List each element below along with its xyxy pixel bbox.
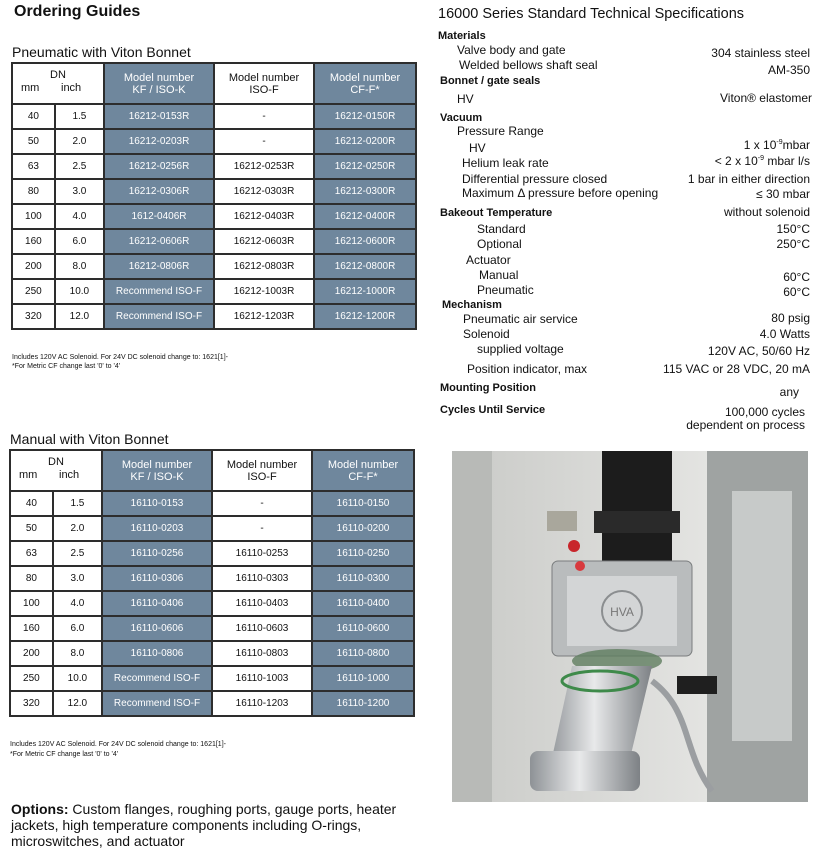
dn-mm-cell: 100 xyxy=(12,204,55,229)
spec-optional-value: 250°C xyxy=(776,237,810,251)
isof-model-cell: 16212-0303R xyxy=(214,179,314,204)
kf-model-cell: 16212-0153R xyxy=(104,104,214,129)
kf-model-cell: 16212-0606R xyxy=(104,229,214,254)
spec-hv2-value: 1 x $10^{-9}mbar$ xyxy=(743,138,810,152)
isof-model-cell: 16110-0803 xyxy=(212,641,312,666)
cff-model-cell: 16212-0300R xyxy=(314,179,416,204)
kf-header: Model number KF / ISO-K xyxy=(102,450,212,491)
spec-cycles-heading: Cycles Until Service xyxy=(440,404,546,416)
isof-model-cell: - xyxy=(212,491,312,516)
cff-model-cell: 16110-0250 xyxy=(312,541,414,566)
valve-photo-illustration xyxy=(452,451,808,802)
spec-diff-label: Differential pressure closed xyxy=(462,172,608,186)
page-title: Ordering Guides xyxy=(14,3,141,20)
dn-inch-cell: 10.0 xyxy=(53,666,102,691)
isof-model-cell: 16110-1203 xyxy=(212,691,312,716)
spec-hv-label: HV xyxy=(457,92,474,106)
kf-model-cell: 16110-0606 xyxy=(102,616,212,641)
spec-pneumatic-label: Pneumatic xyxy=(477,283,534,297)
table-row xyxy=(12,304,416,329)
options-paragraph xyxy=(11,801,401,849)
table-row xyxy=(10,516,414,541)
kf-model-cell: 1612-0406R xyxy=(104,204,214,229)
dn-inch-cell: 2.0 xyxy=(53,516,102,541)
kf-model-cell: Recommend ISO-F xyxy=(102,691,212,716)
isof-header: Model number ISO-F xyxy=(214,63,314,104)
kf-header: Model number KF / ISO-K xyxy=(104,63,214,104)
cff-model-cell: 16212-0400R xyxy=(314,204,416,229)
dn-mm-cell: 40 xyxy=(10,491,53,516)
dn-mm-cell: 63 xyxy=(12,154,55,179)
dn-inch-cell: 8.0 xyxy=(53,641,102,666)
manual-section-title: Manual with Viton Bonnet xyxy=(10,431,169,447)
kf-model-cell: 16110-0203 xyxy=(102,516,212,541)
spec-voltage-label: supplied voltage xyxy=(477,342,564,356)
isof-model-cell: 16212-1003R xyxy=(214,279,314,304)
kf-model-cell: 16212-0306R xyxy=(104,179,214,204)
table-header-row xyxy=(10,450,414,491)
dn-mm-cell: 320 xyxy=(12,304,55,329)
spec-hv2-label: HV xyxy=(469,141,486,155)
dn-mm-cell: 160 xyxy=(12,229,55,254)
dn-mm-cell: 320 xyxy=(10,691,53,716)
cff-model-cell: 16110-1200 xyxy=(312,691,414,716)
cff-model-cell: 16212-0800R xyxy=(314,254,416,279)
dn-inch-cell: 3.0 xyxy=(55,179,104,204)
spec-standard-value: 150°C xyxy=(776,222,810,236)
spec-mechanism-heading: Mechanism xyxy=(442,299,502,311)
isof-model-cell: 16110-0603 xyxy=(212,616,312,641)
spec-valve-body-value: 304 stainless steel xyxy=(711,46,810,60)
table-row xyxy=(10,616,414,641)
spec-air-label: Pneumatic air service xyxy=(463,312,578,326)
spec-cycles-note: dependent on process xyxy=(686,418,805,432)
spec-bellows-value: AM-350 xyxy=(767,63,810,77)
table-row xyxy=(10,641,414,666)
cff-model-cell: 16212-0150R xyxy=(314,104,416,129)
dn-inch-cell: 12.0 xyxy=(53,691,102,716)
dn-inch-cell: 6.0 xyxy=(55,229,104,254)
spec-bakeout-value: without solenoid xyxy=(723,205,810,219)
spec-valve-body-label: Valve body and gate xyxy=(457,43,566,57)
valve-product-photo xyxy=(452,451,808,802)
dn-inch-cell: 10.0 xyxy=(55,279,104,304)
dn-inch-cell: 1.5 xyxy=(53,491,102,516)
table-row xyxy=(10,666,414,691)
kf-model-cell: 16212-0256R xyxy=(104,154,214,179)
spec-bellows-label: Welded bellows shaft seal xyxy=(459,58,598,72)
dn-inch-cell: 2.0 xyxy=(55,129,104,154)
spec-helium-value: < 2 x $10^{-9}$ mbar l/s xyxy=(714,154,810,168)
spec-mounting-value: any xyxy=(779,385,799,399)
spec-solenoid-value: 4.0 Watts xyxy=(759,327,810,341)
spec-hv-value: Viton® elastomer xyxy=(720,91,812,105)
isof-model-cell: - xyxy=(212,516,312,541)
table-header-row xyxy=(12,63,416,104)
spec-solenoid-label: Solenoid xyxy=(463,327,510,341)
kf-model-cell: 16110-0153 xyxy=(102,491,212,516)
dn-mm-cell: 80 xyxy=(12,179,55,204)
dn-mm-cell: 50 xyxy=(10,516,53,541)
kf-model-cell: Recommend ISO-F xyxy=(102,666,212,691)
spec-standard-label: Standard xyxy=(477,222,526,236)
cff-model-cell: 16110-0600 xyxy=(312,616,414,641)
isof-model-cell: 16110-0403 xyxy=(212,591,312,616)
table-row xyxy=(10,591,414,616)
spec-optional-label: Optional xyxy=(477,237,522,251)
kf-model-cell: 16110-0256 xyxy=(102,541,212,566)
cff-model-cell: 16212-0600R xyxy=(314,229,416,254)
dn-mm-cell: 63 xyxy=(10,541,53,566)
table-row xyxy=(12,179,416,204)
isof-model-cell: 16110-0303 xyxy=(212,566,312,591)
table-row xyxy=(12,104,416,129)
dn-mm-cell: 40 xyxy=(12,104,55,129)
dn-mm-cell: 160 xyxy=(10,616,53,641)
cff-model-cell: 16212-0200R xyxy=(314,129,416,154)
cff-model-cell: 16110-0300 xyxy=(312,566,414,591)
kf-model-cell: Recommend ISO-F xyxy=(104,279,214,304)
spec-cycles-value: 100,000 cycles xyxy=(724,405,805,419)
options-text: Custom flanges, roughing ports, gauge ports, heater jackets, high temperature components including O-rings, microswitches, and actuator xyxy=(11,801,397,849)
kf-model-cell: 16212-0806R xyxy=(104,254,214,279)
manual-footnote-metric: *For Metric CF change last '0' to '4' xyxy=(10,751,119,758)
spec-position-value: 115 VAC or 28 VDC, 20 mA xyxy=(663,362,810,376)
dn-inch-cell: 8.0 xyxy=(55,254,104,279)
options-label: Options: xyxy=(11,801,69,817)
spec-diff-value: 1 bar in either direction xyxy=(687,172,810,186)
pneumatic-ordering-table xyxy=(11,62,417,330)
spec-mounting-heading: Mounting Position xyxy=(440,382,536,394)
isof-model-cell: 16212-0403R xyxy=(214,204,314,229)
spec-vacuum-heading: Vacuum xyxy=(440,112,483,124)
kf-model-cell: 16110-0406 xyxy=(102,591,212,616)
cff-model-cell: 16212-1000R xyxy=(314,279,416,304)
kf-model-cell: 16110-0306 xyxy=(102,566,212,591)
dn-mm-cell: 200 xyxy=(10,641,53,666)
dn-header: DN mm inch xyxy=(10,450,102,491)
kf-model-cell: Recommend ISO-F xyxy=(104,304,214,329)
dn-mm-cell: 100 xyxy=(10,591,53,616)
isof-model-cell: 16212-0253R xyxy=(214,154,314,179)
hva-logo: HVA xyxy=(610,605,634,619)
pneumatic-footnote-solenoid: Includes 120V AC Solenoid. For 24V DC solenoid change to: 1621[1]- xyxy=(12,354,228,361)
isof-model-cell: 16110-0253 xyxy=(212,541,312,566)
isof-model-cell: 16212-0803R xyxy=(214,254,314,279)
cff-model-cell: 16110-0150 xyxy=(312,491,414,516)
cff-model-cell: 16110-0800 xyxy=(312,641,414,666)
table-row xyxy=(10,541,414,566)
dn-inch-cell: 6.0 xyxy=(53,616,102,641)
spec-bakeout-heading: Bakeout Temperature xyxy=(440,207,553,219)
spec-materials-heading: Materials xyxy=(438,30,486,42)
kf-model-cell: 16212-0203R xyxy=(104,129,214,154)
table-row xyxy=(12,254,416,279)
table-row xyxy=(12,154,416,179)
isof-model-cell: 16212-1203R xyxy=(214,304,314,329)
table-row xyxy=(10,566,414,591)
dn-inch-cell: 4.0 xyxy=(55,204,104,229)
cff-model-cell: 16110-0400 xyxy=(312,591,414,616)
kf-model-cell: 16110-0806 xyxy=(102,641,212,666)
table-row xyxy=(10,691,414,716)
spec-max-value: ≤ 30 mbar xyxy=(756,187,810,201)
cff-header: Model number CF-F* xyxy=(314,63,416,104)
isof-model-cell: - xyxy=(214,129,314,154)
dn-inch-cell: 1.5 xyxy=(55,104,104,129)
manual-ordering-table xyxy=(9,449,415,717)
isof-header: Model number ISO-F xyxy=(212,450,312,491)
dn-mm-cell: 250 xyxy=(12,279,55,304)
cff-model-cell: 16212-0250R xyxy=(314,154,416,179)
isof-model-cell: 16110-1003 xyxy=(212,666,312,691)
spec-helium-label: Helium leak rate xyxy=(462,156,549,170)
table-row xyxy=(12,279,416,304)
spec-pressure-range-label: Pressure Range xyxy=(457,124,544,138)
spec-manual-label: Manual xyxy=(479,268,519,282)
dn-mm-cell: 250 xyxy=(10,666,53,691)
spec-pneumatic-value: 60°C xyxy=(783,285,810,299)
specs-title: 16000 Series Standard Technical Specifications xyxy=(438,6,745,22)
dn-inch-cell: 2.5 xyxy=(53,541,102,566)
pneumatic-section-title: Pneumatic with Viton Bonnet xyxy=(12,44,191,60)
spec-manual-value: 60°C xyxy=(783,270,810,284)
table-row xyxy=(12,129,416,154)
table-row xyxy=(12,204,416,229)
spec-voltage-value: 120V AC, 50/60 Hz xyxy=(707,344,810,358)
dn-mm-cell: 80 xyxy=(10,566,53,591)
table-row xyxy=(10,491,414,516)
dn-mm-cell: 200 xyxy=(12,254,55,279)
cff-model-cell: 16110-0200 xyxy=(312,516,414,541)
isof-model-cell: 16212-0603R xyxy=(214,229,314,254)
dn-inch-cell: 4.0 xyxy=(53,591,102,616)
pneumatic-footnote-metric: *For Metric CF change last '0' to '4' xyxy=(12,363,121,370)
dn-header: DN mm inch xyxy=(12,63,104,104)
dn-inch-cell: 3.0 xyxy=(53,566,102,591)
spec-position-label: Position indicator, max xyxy=(467,362,588,376)
spec-bonnet-heading: Bonnet / gate seals xyxy=(440,75,541,87)
isof-model-cell: - xyxy=(214,104,314,129)
spec-max-label: Maximum Δ pressure before opening xyxy=(462,186,659,200)
spec-air-value: 80 psig xyxy=(771,311,810,325)
dn-inch-cell: 2.5 xyxy=(55,154,104,179)
manual-footnote-solenoid: Includes 120V AC Solenoid. For 24V DC solenoid change to: 1621[1]- xyxy=(10,741,226,748)
dn-inch-cell: 12.0 xyxy=(55,304,104,329)
table-row xyxy=(12,229,416,254)
cff-model-cell: 16212-1200R xyxy=(314,304,416,329)
cff-header: Model number CF-F* xyxy=(312,450,414,491)
cff-model-cell: 16110-1000 xyxy=(312,666,414,691)
dn-mm-cell: 50 xyxy=(12,129,55,154)
spec-actuator-label: Actuator xyxy=(466,253,511,267)
